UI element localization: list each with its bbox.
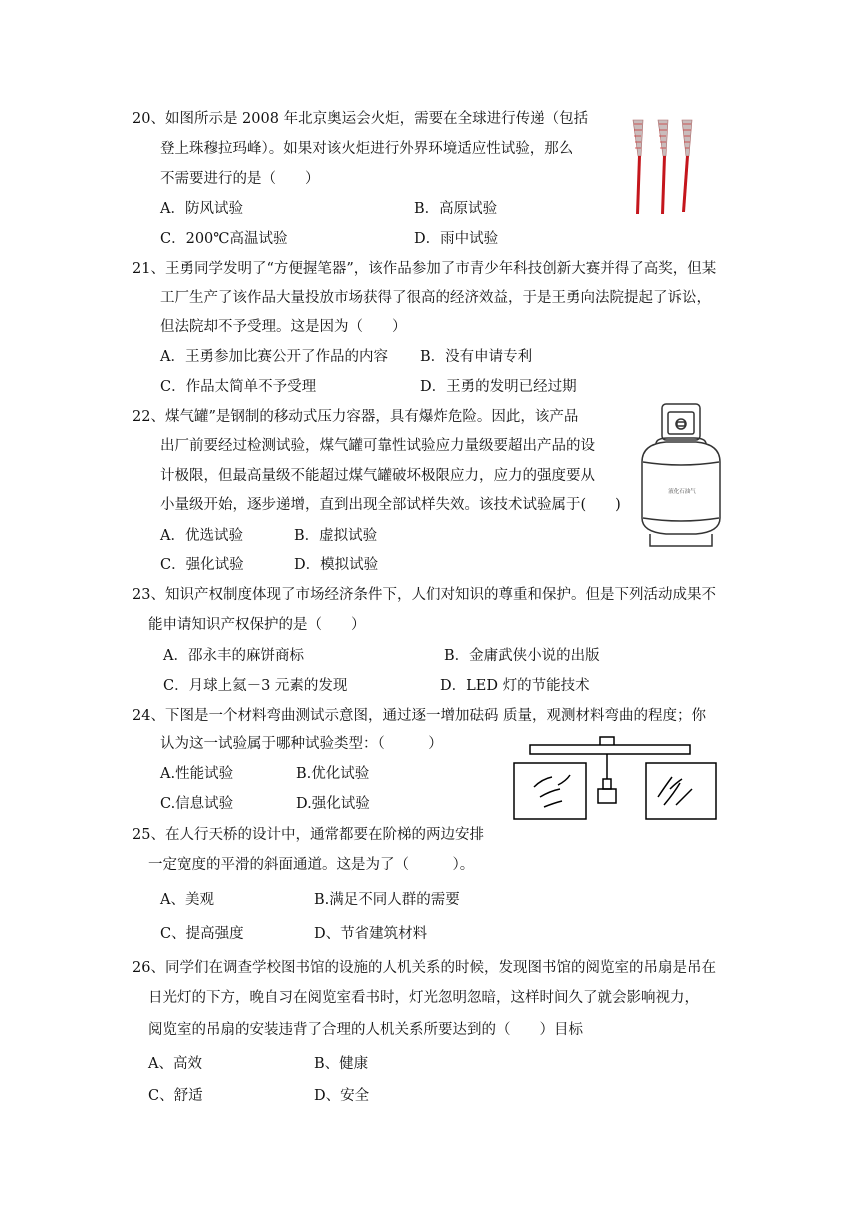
- q22-stem-line2: 出厂前要经过检测试验，煤气罐可靠性试验应力量级要超出产品的设: [160, 438, 595, 454]
- q20-option-d: D．雨中试验: [414, 231, 499, 247]
- q20-option-c: C．200℃高温试验: [160, 231, 288, 247]
- test-beam: [530, 745, 690, 754]
- q22-option-c: C．强化试验: [160, 557, 244, 573]
- q22-option-b: B．虚拟试验: [294, 528, 378, 544]
- q25-stem-line1: 25、在人行天桥的设计中，通常都要在阶梯的两边安排: [132, 827, 484, 843]
- q22-stem-line1: 22、煤气罐”是钢制的移动式压力容器，具有爆炸危险。因此，该产品: [132, 409, 579, 425]
- q23-option-a: A．邵永丰的麻饼商标: [163, 648, 304, 664]
- q21-option-c: C．作品太简单不予受理: [160, 379, 317, 395]
- q24-stem-line1: 24、下图是一个材料弯曲测试示意图，通过逐一增加砝码 质量，观测材料弯曲的程度；你: [132, 708, 707, 724]
- q21-stem-line2: 工厂生产了该作品大量投放市场获得了很高的经济效益，于是王勇向法院提起了诉讼，: [160, 290, 711, 306]
- q22-option-a: A．优选试验: [160, 528, 243, 544]
- q24-option-b: B.优化试验: [296, 766, 370, 782]
- q20-stem-line2: 登上珠穆拉玛峰）。如果对该火炬进行外界环境适应性试验，那么: [160, 141, 574, 157]
- q20-stem-line1: 20、如图所示是 2008 年北京奥运会火炬，需要在全球进行传递（包括: [132, 111, 589, 127]
- q24-option-c: C.信息试验: [160, 796, 234, 812]
- q25-option-a: A、美观: [160, 892, 214, 908]
- weight-block: [598, 789, 616, 803]
- q26-option-a: A、高效: [148, 1056, 202, 1072]
- q21-option-a: A．王勇参加比赛公开了作品的内容: [160, 349, 388, 365]
- q25-option-d: D、节省建筑材料: [314, 926, 428, 942]
- left-support: [514, 763, 586, 819]
- gas-cylinder-label: 液化石油气: [668, 489, 696, 495]
- q26-option-d: D、安全: [314, 1088, 370, 1104]
- q24-option-a: A.性能试验: [160, 766, 234, 782]
- right-support: [646, 763, 716, 819]
- q22-option-d: D．模拟试验: [294, 557, 379, 573]
- torch-3: [682, 120, 692, 212]
- q26-stem-line2: 日光灯的下方，晚自习在阅览室看书时，灯光忽明忽暗，这样时间久了就会影响视力，: [148, 990, 699, 1006]
- q21-stem-line1: 21、王勇同学发明了“方便握笔器”，该作品参加了市青少年科技创新大赛并得了高奖，但某: [132, 261, 717, 277]
- q20-option-b: B．高原试验: [414, 201, 498, 217]
- q26-stem-line1: 26、同学们在调查学校图书馆的设施的人机关系的时候，发现图书馆的阅览室的吊扇是吊在: [132, 960, 716, 976]
- q21-option-b: B．没有申请专利: [420, 349, 533, 365]
- q20-stem-line3: 不需要进行的是（ ）: [160, 171, 320, 187]
- q25-option-c: C、提高强度: [160, 926, 244, 942]
- q23-option-b: B．金庸武侠小说的出版: [444, 648, 600, 664]
- q20-option-a: A．防风试验: [160, 201, 243, 217]
- q24-stem-line2: 认为这一试验属于哪种试验类型：（ ）: [160, 736, 443, 752]
- q26-option-b: B、健康: [314, 1056, 369, 1072]
- bending-test-diagram: [510, 735, 724, 821]
- q21-stem-line3: 但法院却不予受理。这是因为（ ）: [160, 319, 407, 335]
- gas-cylinder-image: [636, 400, 726, 550]
- q26-option-c: C、舒适: [148, 1088, 203, 1104]
- q23-stem-line1: 23、知识产权制度体现了市场经济条件下，人们对知识的尊重和保护。但是下列活动成果不: [132, 587, 716, 603]
- q21-option-d: D．王勇的发明已经过期: [420, 379, 577, 395]
- q23-stem-line2: 能申请知识产权保护的是（ ）: [148, 617, 366, 633]
- q23-option-d: D．LED 灯的节能技术: [440, 678, 590, 694]
- q26-stem-line3: 阅览室的吊扇的安装违背了合理的人机关系所要达到的（ ）目标: [148, 1022, 583, 1038]
- q22-stem-line4: 小量级开始，逐步递增，直到出现全部试样失效。该技术试验属于( ): [160, 497, 621, 513]
- q22-stem-line3: 计极限，但最高量级不能超过煤气罐破坏极限应力，应力的强度要从: [160, 468, 595, 484]
- q25-option-b: B.满足不同人群的需要: [314, 892, 460, 908]
- q25-stem-line2: 一定宽度的平滑的斜面通道。这是为了（ ）。: [148, 857, 475, 873]
- olympic-torch-image: [628, 116, 704, 218]
- torch-2: [658, 120, 668, 214]
- q23-option-c: C．月球上氦－3 元素的发现: [163, 678, 348, 694]
- torch-1: [633, 120, 643, 214]
- q24-option-d: D.强化试验: [296, 796, 370, 812]
